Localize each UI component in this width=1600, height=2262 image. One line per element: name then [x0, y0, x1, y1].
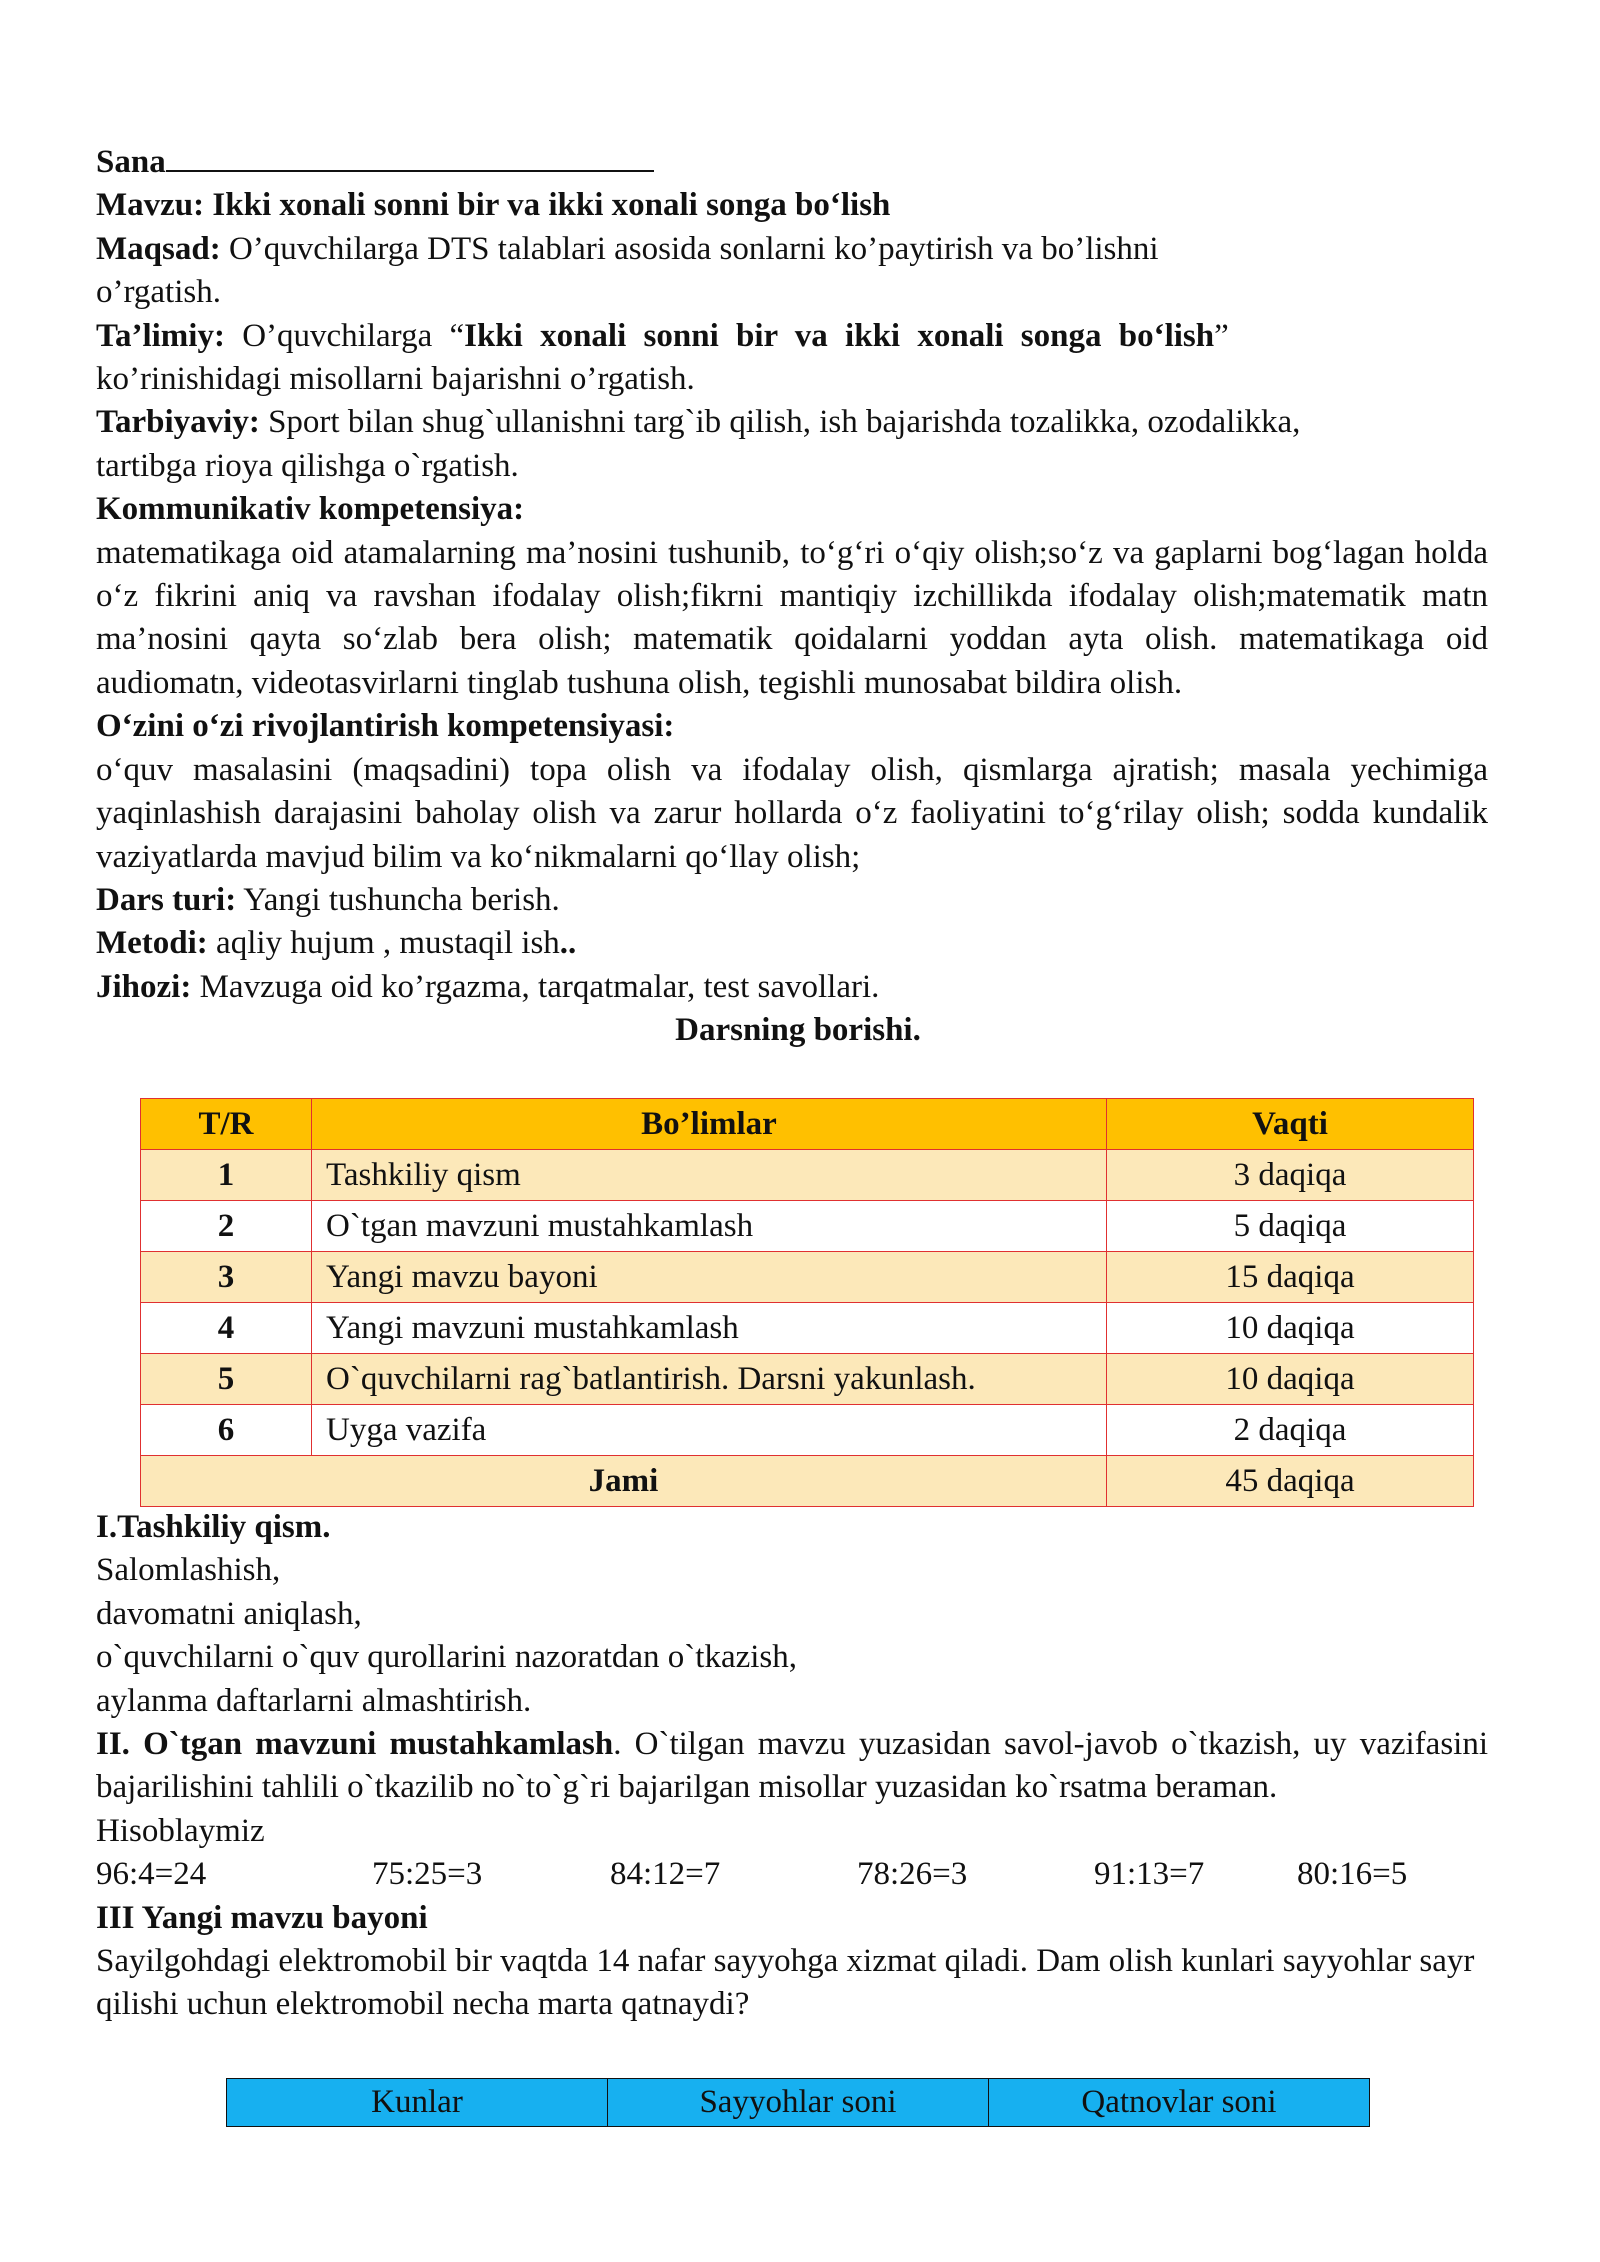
table-row	[141, 1405, 1474, 1456]
goal-line-1	[96, 228, 1500, 271]
section1-line: o`quvchilarni o`quv qurollarini nazoratdan o`tkazish,	[96, 1639, 798, 1676]
method-line	[96, 922, 1500, 965]
lesson-sections	[96, 1506, 1500, 2027]
row-section: Tashkiliy qism	[312, 1150, 1107, 1201]
calc-item: 96:4=24	[96, 1856, 207, 1893]
table-row	[141, 1150, 1474, 1201]
row-section: O`tgan mavzuni mustahkamlash	[312, 1201, 1107, 1252]
row-time: 5 daqiqa	[1107, 1201, 1474, 1252]
upbringing-line-2: tartibga rioya qilishga o`rgatish.	[96, 447, 519, 484]
section1-title: I.Tashkiliy qism.	[96, 1509, 331, 1545]
tourists-table	[226, 2078, 1370, 2127]
dars-turi-label: Dars turi:	[96, 881, 237, 918]
lesson-plan-table	[140, 1098, 1474, 1507]
sana-label: Sana	[96, 144, 166, 180]
metodi-label: Metodi:	[96, 925, 208, 962]
section3-title: III Yangi mavzu bayoni	[96, 1899, 428, 1936]
table-row	[141, 1354, 1474, 1405]
equipment-line	[96, 966, 1500, 1009]
tarbiyaviy-label: Tarbiyaviy:	[96, 404, 260, 441]
lesson-flow-title: Darsning borishi.	[675, 1012, 921, 1049]
talimiy-label: Ta’limiy:	[96, 317, 225, 354]
educational-line	[96, 315, 1500, 358]
table-row	[141, 1303, 1474, 1354]
talimiy-pre: O’quvchilarga “	[242, 317, 465, 354]
row-number: 4	[141, 1303, 312, 1354]
row-time: 3 daqiqa	[1107, 1150, 1474, 1201]
tourists-header-row	[227, 2079, 1370, 2127]
row-time: 15 daqiqa	[1107, 1252, 1474, 1303]
calculation-row	[96, 1853, 1500, 1896]
col-header-time: Vaqti	[1107, 1099, 1474, 1150]
total-time: 45 daqiqa	[1107, 1456, 1474, 1507]
jihozi-text: Mavzuga oid ko’rgazma, tarqatmalar, test savollari.	[199, 968, 880, 1005]
row-section: Uyga vazifa	[312, 1405, 1107, 1456]
section2-title: II. O`tgan mavzuni mustahkamlash	[96, 1726, 614, 1763]
table-total-row	[141, 1456, 1474, 1507]
section2-text: . O`tilgan mavzu yuzasidan savol-javob o`tkazish, uy vazifasini bajarilishini tahlili o`tkazilib no`to`g`ri bajarilgan misollar yuzasidan ko`rsatma beraman.	[96, 1726, 1488, 1806]
calc-item: 80:16=5	[1297, 1856, 1408, 1893]
table-header-row	[141, 1099, 1474, 1150]
upbringing-line	[96, 401, 1500, 444]
calc-item: 78:26=3	[857, 1856, 968, 1893]
communicative-heading: Kommunikativ kompetensiya:	[96, 491, 525, 528]
row-time: 10 daqiqa	[1107, 1354, 1474, 1405]
calc-item: 75:25=3	[372, 1856, 483, 1893]
talimiy-bold: Ikki xonali sonni bir va ikki xonali songa bo‘lish	[464, 317, 1215, 354]
topic-line	[96, 184, 1500, 227]
col-header-sections: Bo’limlar	[312, 1099, 1107, 1150]
section2-paragraph	[96, 1723, 1488, 1810]
row-number: 5	[141, 1354, 312, 1405]
maqsad-label: Maqsad:	[96, 230, 221, 267]
total-label: Jami	[141, 1456, 1107, 1507]
row-number: 6	[141, 1405, 312, 1456]
calc-item: 91:13=7	[1094, 1856, 1205, 1893]
self-development-heading: O‘zini o‘zi rivojlantirish kompetensiyasi:	[96, 708, 675, 745]
row-section: Yangi mavzu bayoni	[312, 1252, 1107, 1303]
document-body	[96, 140, 1500, 1053]
section3-text: Sayilgohdagi elektromobil bir vaqtda 14 nafar sayyohga xizmat qiladi. Dam olish kunlari sayyohlar sayr qilishi uchun elektromobil necha marta qatnaydi?	[96, 1943, 1475, 2023]
date-line	[96, 140, 1500, 184]
row-number: 2	[141, 1201, 312, 1252]
col-header-days: Kunlar	[227, 2079, 608, 2127]
metodi-text: aqliy hujum , mustaqil ish	[216, 925, 560, 962]
col-header-tourists: Sayyohlar soni	[608, 2079, 989, 2127]
row-time: 10 daqiqa	[1107, 1303, 1474, 1354]
self-development-text: o‘quv masalasini (maqsadini) topa olish va ifodalay olish, qismlarga ajratish; masala yechimiga yaqinlashish darajasini baholay olish va zarur hollarda o‘z faoliyatini to‘g‘rilay olish; sodda kundalik vaziyatlarda mavjud bilim va ko‘nikmalarni qo‘llay olish;	[96, 751, 1488, 875]
row-time: 2 daqiqa	[1107, 1405, 1474, 1456]
table-row	[141, 1201, 1474, 1252]
metodi-end: ..	[559, 925, 577, 962]
mavzu-label: Mavzu:	[96, 187, 205, 224]
lesson-type-line	[96, 879, 1500, 922]
communicative-text: matematikaga oid atamalarning ma’nosini tushunib, to‘g‘ri o‘qiy olish;so‘z va gaplarni bog‘lagan holda o‘z fikrini aniq va ravshan ifodalay olish;fikrni mantiqiy izchillikda ifodalay olish;matematik matn ma’nosini qayta so‘zlab bera olish; matematik qoidalarni yoddan ayta olish. matematikaga oid audiomatn, videotasvirlarni tinglab tushuna olish, tegishli munosabat bildira olish.	[96, 534, 1488, 701]
talimiy-post: ”	[1214, 317, 1229, 354]
section1-line: Salomlashish,	[96, 1552, 281, 1589]
row-number: 1	[141, 1150, 312, 1201]
mavzu-text: Ikki xonali sonni bir va ikki xonali songa bo‘lish	[212, 187, 891, 224]
table-row	[141, 1252, 1474, 1303]
jihozi-label: Jihozi:	[96, 968, 192, 1005]
date-blank	[166, 140, 654, 172]
maqsad-text: O’quvchilarga DTS talablari asosida sonlarni ko’paytirish va bo’lishni	[228, 230, 1159, 267]
row-number: 3	[141, 1252, 312, 1303]
section1-line: davomatni aniqlash,	[96, 1595, 362, 1632]
goal-line-2: o’rgatish.	[96, 274, 221, 311]
section1-line: aylanma daftarlarni almashtirish.	[96, 1682, 532, 1719]
col-header-number: T/R	[141, 1099, 312, 1150]
dars-turi-text: Yangi tushuncha berish.	[243, 881, 560, 918]
educational-line-2: ko’rinishidagi misollarni bajarishni o’rgatish.	[96, 361, 695, 398]
row-section: Yangi mavzuni mustahkamlash	[312, 1303, 1107, 1354]
calc-item: 84:12=7	[610, 1856, 721, 1893]
hisob-label: Hisoblaymiz	[96, 1812, 265, 1849]
col-header-trips: Qatnovlar soni	[989, 2079, 1370, 2127]
tarbiyaviy-text: Sport bilan shug`ullanishni targ`ib qilish, ish bajarishda tozalikka, ozodalikka,	[268, 404, 1301, 441]
row-section: O`quvchilarni rag`batlantirish. Darsni yakunlash.	[312, 1354, 1107, 1405]
